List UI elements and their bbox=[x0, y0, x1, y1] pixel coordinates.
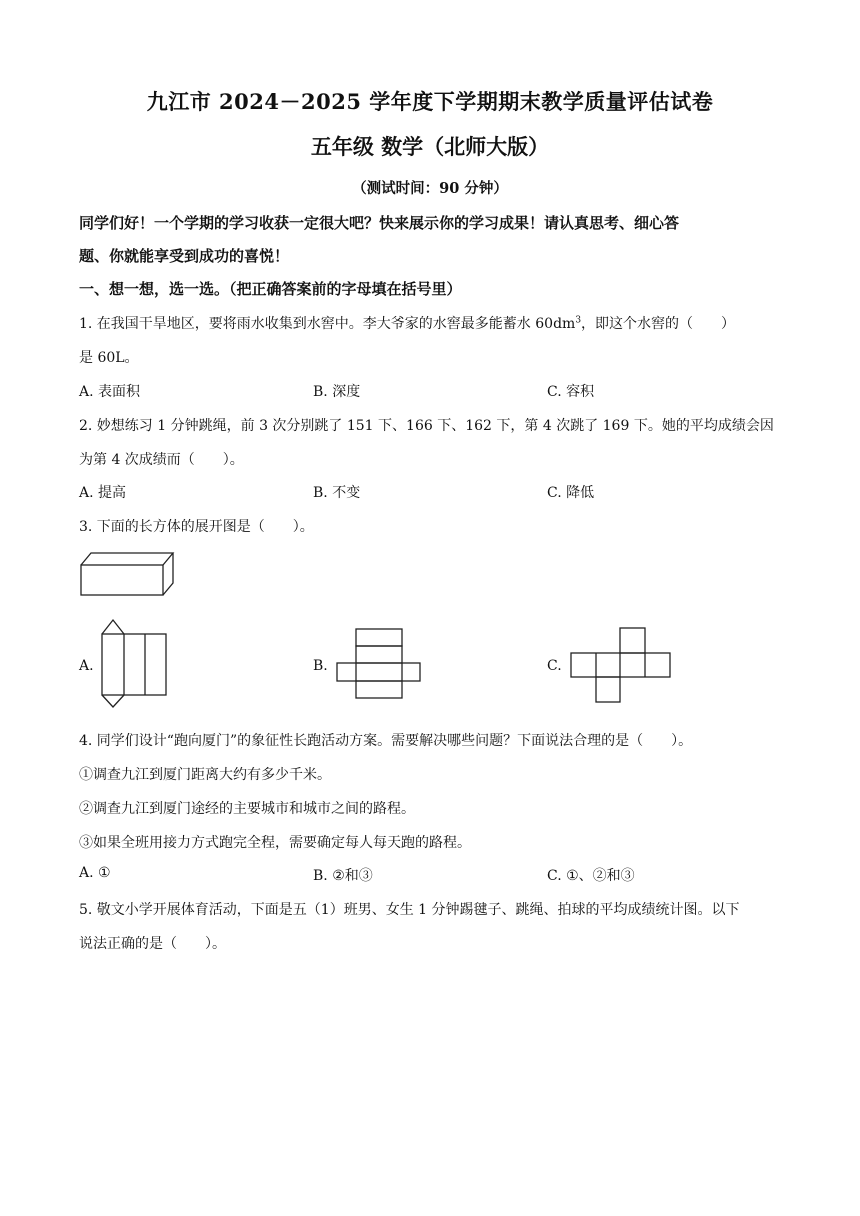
q4-option-b[interactable]: B. ②和③ bbox=[313, 868, 373, 884]
exam-subtitle: 五年级 数学（北师大版） bbox=[310, 134, 550, 159]
intro-line-1: 同学们好！一个学期的学习收获一定很大吧？快来展示你的学习成果！请认真思考、细心答 bbox=[79, 214, 680, 232]
question-2-line-1: 2. 妙想练习 1 分钟跳绳，前 3 次分别跳了 151 下、166 下、162 下，第 4 次跳了 169 下。她的平均成绩会因 bbox=[79, 418, 774, 434]
q4-option-c[interactable]: C. ①、②和③ bbox=[547, 868, 635, 884]
question-1-line-1: 1. 在我国干旱地区，要将雨水收集到水窖中。李大爷家的水窖最多能蓄水 $60dm^3$，即这个水窖的（ ） bbox=[79, 315, 736, 332]
question-4-item-3: ③如果全班用接力方式跑完全程，需要确定每人每天跑的路程。 bbox=[79, 835, 471, 851]
question-4-line-1: 4. 同学们设计“跑向厦门”的象征性长跑活动方案。需要解决哪些问题？下面说法合理的是（ ）。 bbox=[79, 733, 693, 749]
question-4-item-1: ①调查九江到厦门距离大约有多少千米。 bbox=[79, 767, 331, 783]
q3-option-c[interactable]: C. bbox=[547, 658, 562, 674]
q1-option-c[interactable]: C. 容积 bbox=[547, 384, 595, 400]
time-note: （测试时间：90 分钟） bbox=[352, 180, 508, 197]
intro-line-2: 题、你就能享受到成功的喜悦！ bbox=[79, 247, 290, 265]
q3-option-a[interactable]: A. bbox=[79, 658, 94, 674]
section-heading: 一、想一想，选一选。（把正确答案前的字母填在括号里） bbox=[79, 280, 462, 298]
question-3-line-1: 3. 下面的长方体的展开图是（ ）。 bbox=[79, 519, 314, 535]
question-5-line-1: 5. 敬文小学开展体育活动，下面是五（1）班男、女生 1 分钟踢毽子、跳绳、拍球的平均成绩统计图。以下 bbox=[79, 902, 740, 918]
q2-option-a[interactable]: A. 提高 bbox=[79, 485, 127, 501]
exam-title: 九江市 2024－2025 学年度下学期期末教学质量评估试卷 bbox=[146, 89, 714, 114]
question-1-line-2: 是 60L。 bbox=[79, 350, 139, 366]
q1-option-a[interactable]: A. 表面积 bbox=[79, 384, 141, 400]
q3-option-b[interactable]: B. bbox=[313, 658, 328, 674]
question-2-line-2: 为第 4 次成绩而（ ）。 bbox=[79, 452, 244, 468]
question-4-item-2: ②调查九江到厦门途经的主要城市和城市之间的路程。 bbox=[79, 801, 415, 817]
q2-option-b[interactable]: B. 不变 bbox=[313, 485, 361, 501]
q2-option-c[interactable]: C. 降低 bbox=[547, 485, 595, 501]
q4-option-a[interactable]: A. ① bbox=[79, 865, 111, 881]
question-5-line-2: 说法正确的是（ ）。 bbox=[79, 936, 226, 952]
q1-option-b[interactable]: B. 深度 bbox=[313, 384, 361, 400]
